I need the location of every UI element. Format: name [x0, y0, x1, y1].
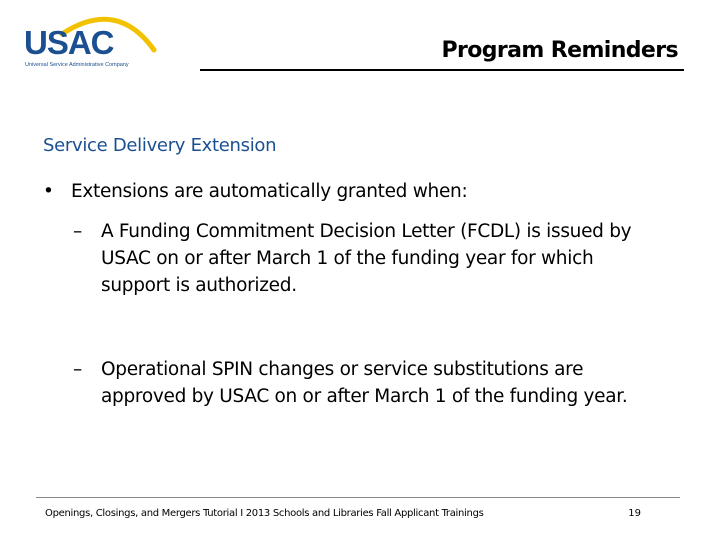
section-heading: Service Delivery Extension [43, 135, 277, 156]
sub-item-marker: – [73, 359, 82, 380]
bullet-marker: • [43, 181, 54, 202]
footer-divider [36, 497, 680, 498]
sub-item-text: Operational SPIN changes or service substitutions are approved by USAC on or after March 1 of the funding year. [101, 359, 628, 407]
bullet-text: Extensions are automatically granted when: [71, 181, 468, 202]
usac-logo [22, 10, 162, 66]
logo-subtitle: Universal Service Administrative Company [25, 62, 129, 68]
sub-item-text: A Funding Commitment Decision Letter (FCDL) is issued by USAC on or after March 1 of the funding year for which support is authorized. [101, 221, 632, 296]
page-title: Program Reminders [441, 38, 678, 63]
logo-name: USAC [24, 24, 114, 61]
sub-item-marker: – [73, 221, 82, 242]
page-number: 19 [628, 508, 641, 519]
footer-text: Openings, Closings, and Mergers Tutorial I 2013 Schools and Libraries Fall Applicant Trainings [45, 508, 484, 519]
title-divider [200, 69, 684, 71]
